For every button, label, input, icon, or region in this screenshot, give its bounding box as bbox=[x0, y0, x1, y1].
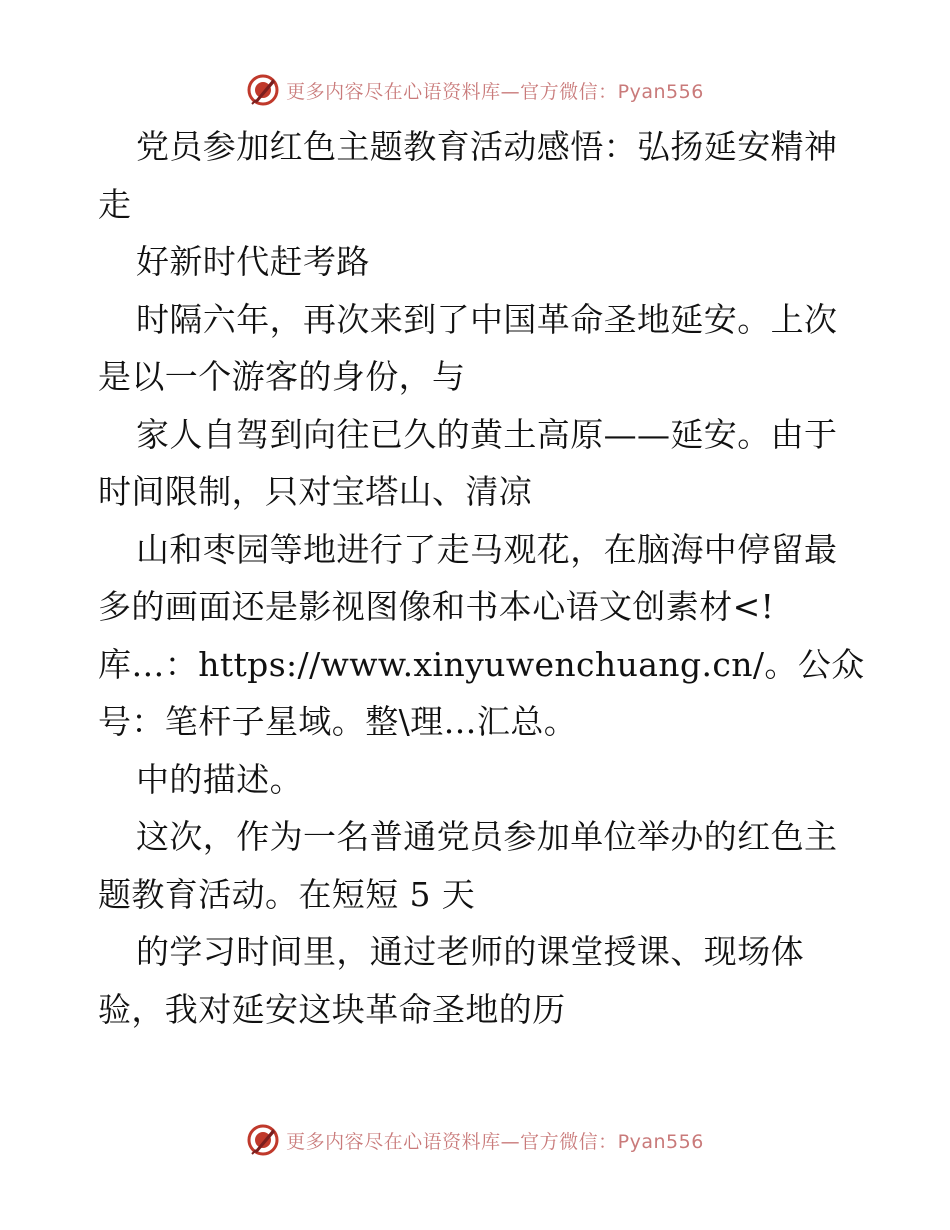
footer-banner-text: 更多内容尽在心语资料库—官方微信：Pyan556 bbox=[286, 1130, 704, 1153]
document-line: 号：笔杆子星域。整\理…汇总。 bbox=[98, 702, 578, 741]
quill-seal-logo-icon bbox=[246, 1123, 280, 1157]
header-banner bbox=[0, 70, 950, 110]
quill-seal-logo-icon bbox=[246, 73, 280, 107]
footer-banner bbox=[0, 1120, 950, 1160]
header-banner-text: 更多内容尽在心语资料库—官方微信：Pyan556 bbox=[286, 80, 704, 103]
document-line: 题教育活动。在短短 5 天 bbox=[98, 874, 476, 914]
document-line: 库…：https://www.xinyuwenchuang.cn/。公众 bbox=[98, 644, 865, 684]
document-line: 多的画面还是影视图像和书本心语文创素材<! bbox=[98, 587, 775, 626]
document-line: 是以一个游客的身份，与 bbox=[98, 357, 466, 396]
document-line: 验，我对延安这块革命圣地的历 bbox=[98, 989, 566, 1029]
document-line: 时隔六年，再次来到了中国革命圣地延安。上次 bbox=[136, 299, 838, 339]
document-line: 走 bbox=[98, 184, 132, 224]
document-line: 家人自驾到向往已久的黄土高原——延安。由于 bbox=[136, 414, 838, 454]
document-line: 这次，作为一名普通党员参加单位举办的红色主 bbox=[136, 817, 838, 856]
document-line: 党员参加红色主题教育活动感悟：弘扬延安精神 bbox=[136, 127, 838, 166]
document-line: 好新时代赶考路 bbox=[136, 242, 370, 281]
document-line: 时间限制，只对宝塔山、清凉 bbox=[98, 472, 533, 511]
document-line: 山和枣园等地进行了走马观花，在脑海中停留最 bbox=[136, 529, 838, 569]
document-body bbox=[98, 118, 865, 1038]
document-line: 的学习时间里，通过老师的课堂授课、现场体 bbox=[136, 932, 804, 971]
document-line: 中的描述。 bbox=[136, 759, 303, 799]
